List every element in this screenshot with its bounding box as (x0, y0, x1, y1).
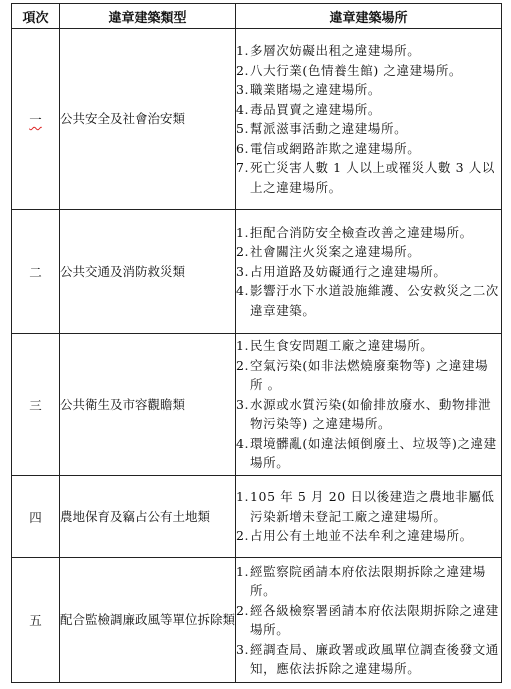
list-item: 4. 環境髒亂(如違法傾倒廢土、垃圾等)之違建場所。 (236, 435, 497, 471)
row-type: 配合監檢調廉政風等單位拆除類 (60, 558, 236, 683)
header-sites: 違章建築場所 (236, 4, 502, 29)
row-type: 農地保育及竊占公有土地類 (60, 476, 236, 558)
list-item: 2. 八大行業(色情養生館) 之違建場所。 (236, 62, 463, 78)
table-row (12, 334, 502, 476)
row-sites (236, 558, 502, 683)
row-sites (236, 476, 502, 558)
site-list (236, 223, 501, 321)
row-type: 公共交通及消防救災類 (60, 210, 236, 334)
list-item: 4. 影響汙水下水道設施維護、公安救災之二次違章建築。 (236, 283, 499, 318)
list-item: 7. 死亡災害人數 1 人以上或罹災人數 3 人以上之違建場所。 (236, 160, 495, 195)
site-list (236, 336, 501, 473)
list-item: 4. 毒品買賣之違建場所。 (236, 101, 382, 117)
row-index: 五 (12, 558, 60, 683)
row-sites (236, 210, 502, 334)
list-item: 1. 105 年 5 月 20 日以後建造之農地非屬低污染新增未登記工廠之違建場所。 (236, 489, 495, 524)
row-type: 公共衛生及市容觀瞻類 (60, 334, 236, 476)
table-row (12, 29, 502, 210)
table-row (12, 210, 502, 334)
list-item: 3. 經調查局、廉政署或政風單位調查後發文通知，應依法拆除之違建場所。 (236, 641, 499, 676)
header-index: 項次 (12, 4, 60, 29)
row-sites (236, 334, 502, 476)
list-item: 5. 幫派滋事活動之違建場所。 (236, 121, 408, 136)
header-type: 違章建築類型 (60, 4, 236, 29)
row-index: 一 (12, 29, 60, 210)
row-sites (236, 29, 502, 210)
site-list (236, 562, 501, 679)
row-index: 三 (12, 334, 60, 476)
list-item: 2. 空氣污染(如非法燃燒廢棄物等) 之違建場所 。 (236, 357, 489, 393)
list-item: 2. 社會關注火災案之違建場所。 (236, 244, 421, 260)
list-item: 2. 經各級檢察署函請本府依法限期拆除之違建場所。 (236, 602, 499, 637)
violation-category-table (11, 3, 502, 683)
list-item: 3. 占用道路及妨礙通行之違建場所。 (236, 263, 447, 279)
site-list (236, 41, 501, 197)
header-row (12, 4, 502, 29)
list-item: 3. 職業賭場之違建場所。 (236, 82, 382, 97)
list-item: 1. 民生食安問題工廠之違建場所。 (236, 338, 434, 354)
table-row (12, 476, 502, 558)
site-list (236, 487, 501, 546)
list-item: 2. 占用公有土地並不法牟利之違建場所。 (236, 528, 473, 544)
row-type: 公共安全及社會治安類 (60, 29, 236, 210)
list-item: 6. 電信或網路詐欺之違建場所。 (236, 140, 421, 156)
table-row (12, 558, 502, 683)
list-item: 3. 水源或水質污染(如偷排放廢水、動物排泄物污染等) 之違建場所。 (236, 396, 492, 432)
list-item: 1. 拒配合消防安全檢查改善之違建場所。 (236, 224, 473, 240)
row-index: 四 (12, 476, 60, 558)
list-item: 1. 經監察院函請本府依法限期拆除之違建場所。 (236, 563, 486, 598)
row-index: 二 (12, 210, 60, 334)
list-item: 1. 多層次妨礙出租之違建場所。 (236, 43, 421, 58)
